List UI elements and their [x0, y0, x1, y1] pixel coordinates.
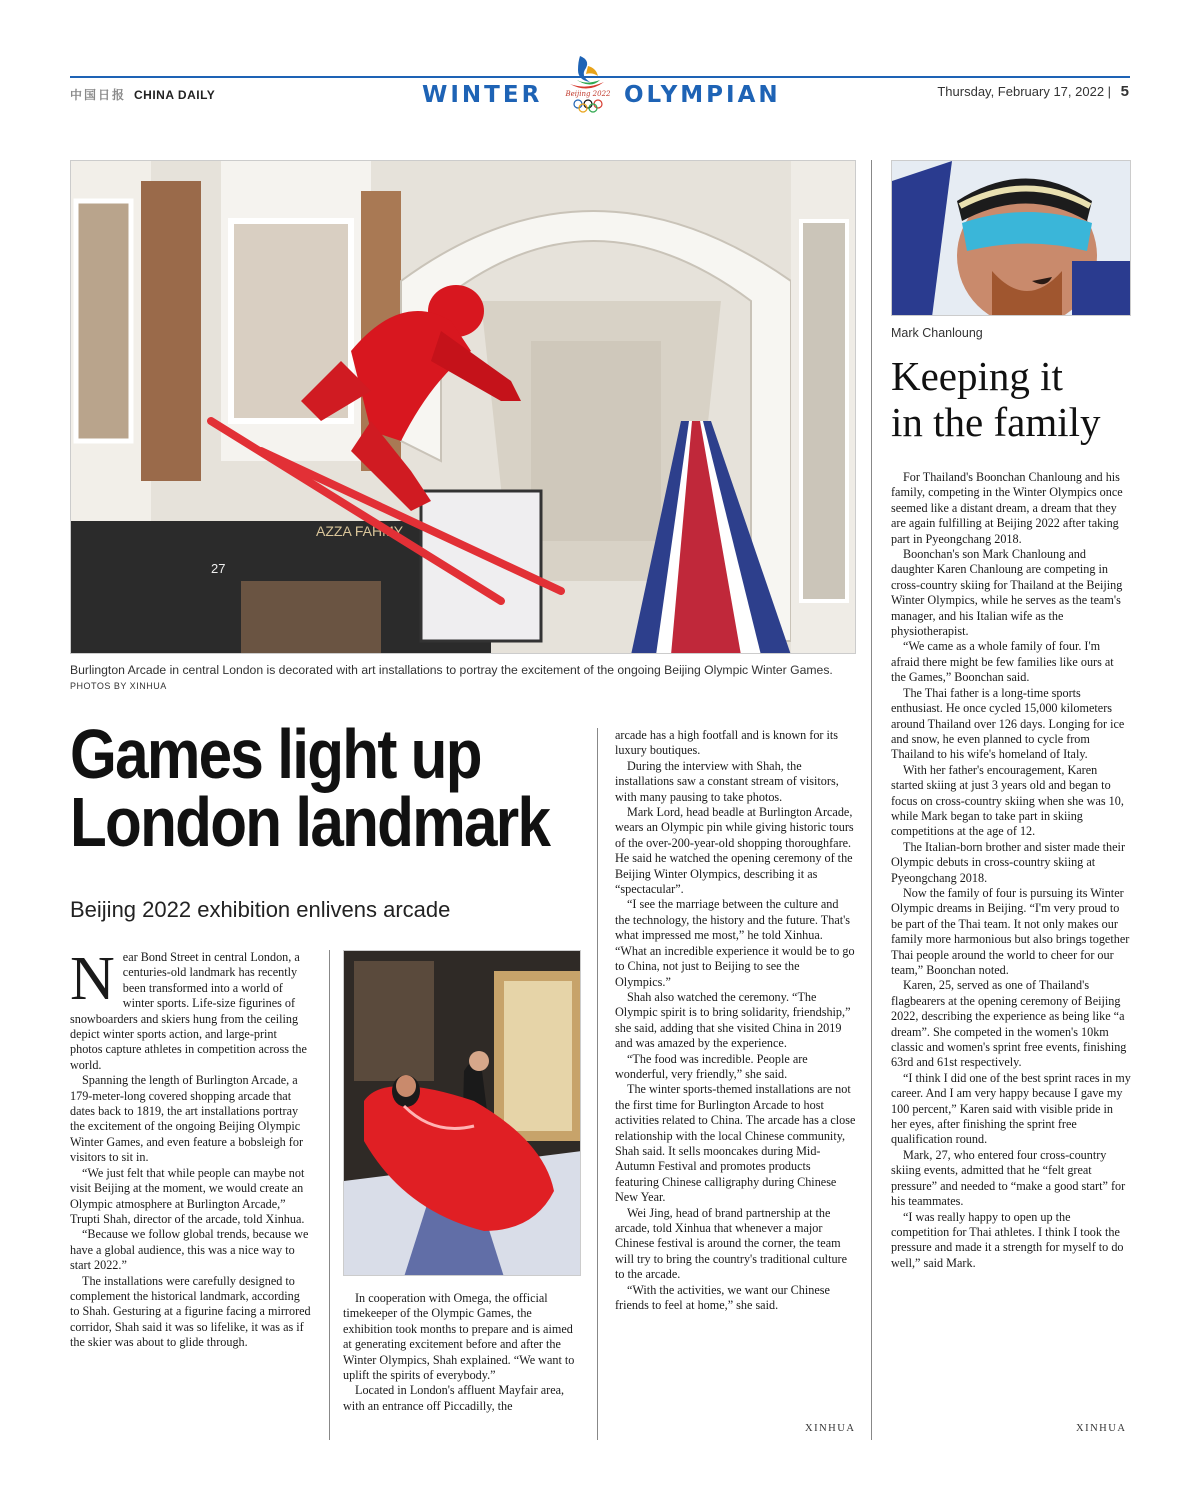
paragraph-text: ear Bond Street in central London, a centuries-old landmark has recently been transformed into a world of winter sports. Life-size figurines of snowboarders and skiers hung from the ceiling depict winter sports action, and large-print photos capture athletes in competition across the world. [70, 950, 307, 1072]
paragraph: For Thailand's Boonchan Chanloung and his family, competing in the Winter Olympics once seemed like a distant dream, a dream that they are again fulfilling at Beijing 2022 after taking part in Pyeongchang 2018. [891, 470, 1123, 546]
paragraph [70, 945, 312, 1073]
mark-chanloung-photo [891, 160, 1131, 316]
skier-portrait-illustration [892, 161, 1131, 316]
paragraph: arcade has a high footfall and is known for its luxury boutiques. [615, 728, 839, 758]
paper-name-chinese: 中国日报 [70, 88, 127, 102]
headline-line-2: London landmark [70, 783, 550, 861]
paragraph: “With the activities, we want our Chinese friends to feel at home,” she said. [615, 1282, 830, 1313]
beijing-2022-emblem-icon [558, 52, 618, 114]
paper-name-english: CHINA DAILY [134, 88, 216, 102]
main-story-column-2 [343, 1291, 581, 1414]
paragraph: Shah also watched the ceremony. “The Olympic spirit is to bring solidarity, friendship,” she said, adding that she visited China in 2019 and was amazed by the experience. [615, 989, 851, 1051]
column-rule [871, 160, 872, 1440]
paragraph: “Because we follow global trends, because we have a global audience, this was a nice way to start 2022.” [70, 1227, 309, 1273]
paragraph: In cooperation with Omega, the official timekeeper of the Olympic Games, the exhibition took months to prepare and is aimed at generating excitement before and after the Winter Olympics, Shah explained. “We want to uplift the spirits of everybody.” [343, 1291, 575, 1383]
paragraph: With her father's encouragement, Karen started skiing at just 3 years old and began to focus on cross-country skiing when she was 10, while Mark began to take part in skiing competitions at the age of 12. [891, 762, 1124, 839]
main-headline [70, 715, 550, 861]
bobsleigh-illustration [344, 951, 581, 1276]
emblem-text: Beijing 2022 [565, 90, 611, 98]
main-photo-caption [70, 663, 856, 694]
side-story-byline: XINHUA [1076, 1423, 1127, 1434]
arcade-skier-illustration [71, 161, 856, 654]
main-story-column-1 [70, 945, 312, 1351]
paragraph: Karen, 25, served as one of Thailand's flagbearers at the opening ceremony of Beijing 2022, describing the experience as being like “a dream”. She competed in the women's 10km classic and women's sprint free events, finishing 63rd and 61st respectively. [891, 978, 1127, 1070]
paragraph: “I was really happy to open up the competition for Thai athletes. I think I took the pressure and made it a strength for myself to do well,” said Mark. [891, 1209, 1124, 1270]
main-story-column-3 [615, 728, 856, 1313]
side-headline-line-2: in the family [891, 399, 1101, 445]
side-headline-line-1: Keeping it [891, 353, 1063, 399]
main-subhead: Beijing 2022 exhibition enlivens arcade [70, 897, 451, 922]
arcade-skier-photo [70, 160, 856, 654]
paragraph: “We just felt that while people can maybe not visit Beijing at the moment, we would create an Olympic atmosphere at Burlington Arcade,” Trupti Shah, director of the arcade, told Xinhua. [70, 1165, 305, 1226]
paragraph: Located in London's affluent Mayfair area, with an entrance off Piccadilly, the [343, 1383, 565, 1413]
paragraph: Boonchan's son Mark Chanloung and daughter Karen Chanloung are competing in cross-country skiing for Thailand at the Beijing Winter Olympics, while he serves as the team's manager, and his Italian wife as the physiotherapist. [891, 547, 1123, 639]
headline-line-1: Games light up [70, 715, 481, 793]
paragraph: “I think I did one of the best sprint races in my career. And I am very happy because I gave my 100 percent,” Karen said with visible pride in her eyes, after finishing the sprint free qualification round. [891, 1070, 1131, 1147]
paragraph: Now the family of four is pursuing its Winter Olympic dreams in Beijing. “I'm very proud to be part of the Thai team. It not only makes our family more harmonious but also brings together Thai people around the world to cheer for our team,” Boonchan noted. [891, 885, 1130, 977]
paragraph: “The food was incredible. People are wonderful, very friendly,” she said. [615, 1051, 808, 1081]
date-and-page: Thursday, February 17, 2022 | 5 [937, 83, 1129, 100]
column-rule [329, 950, 330, 1440]
paragraph: The Italian-born brother and sister made their Olympic debuts in cross-country skiing at Pyeongchang 2018. [891, 839, 1125, 885]
paragraph: During the interview with Shah, the installations saw a constant stream of visitors, with many pausing to take photos. [615, 758, 839, 804]
paragraph: The winter sports-themed installations are not the first time for Burlington Arcade to host activities related to China. The arcade has a close relationship with the local Chinese community, Shah said. It sells mooncakes during Mid-Autumn Festival and promotes products featuring Chinese calligraphy during Chinese New Year. [615, 1082, 856, 1205]
issue-date: Thursday, February 17, 2022 [937, 84, 1105, 99]
shop-number: 27 [211, 561, 226, 576]
paragraph: The Thai father is a long-time sports enthusiast. He once cycled 15,000 kilometers around Thailand over 126 days. Longing for ice and snow, he even planned to cycle from Thailand to his wife's homeland of Italy. [891, 685, 1125, 762]
paragraph: Spanning the length of Burlington Arcade, a 179-meter-long covered shopping arcade that dates back to 1819, the art installations portray the excitement of the ongoing Beijing Olympic Winter Games, and even feature a bobsleigh for visitors to sit in. [70, 1073, 304, 1165]
paragraph: Mark Lord, head beadle at Burlington Arcade, wears an Olympic pin while giving historic tours of the over-200-year-old shopping thoroughfare. He said he watched the opening ceremony of the Beijing Winter Olympics, describing it as “spectacular”. [615, 805, 854, 897]
paper-name [70, 86, 215, 103]
main-caption-text: Burlington Arcade in central London is decorated with art installations to portray the excitement of the ongoing Beijing Olympic Winter Games. [70, 663, 833, 677]
side-headline [891, 353, 1131, 445]
page-number: 5 [1120, 83, 1129, 100]
side-story-column [891, 470, 1131, 1271]
column-rule [597, 728, 598, 1440]
paragraph: The installations were carefully designed to complement the historical landmark, according to Shah. Gesturing at a figurine facing a mirrored corridor, Shah said it was so lifelike, it was as if the skier was about to glide through. [70, 1273, 311, 1350]
paragraph: “We came as a whole family of four. I'm afraid there might be few families like ours at the Games,” Boonchan said. [891, 639, 1114, 685]
paragraph: “I see the marriage between the culture and the technology, the history and the future. That's what impressed me most,” he told Xinhua. “What an incredible experience it would be to go to China, not just to Beijing to see the Olympics.” [615, 897, 855, 989]
bobsleigh-photo [343, 950, 581, 1276]
paragraph: Wei Jing, head of brand partnership at the arcade, told Xinhua that whenever a major Chinese festival is around the corner, the team will try to bring the country's traditional culture to the arcade. [615, 1205, 848, 1282]
drop-cap: N [70, 945, 115, 1013]
main-story-byline: XINHUA [805, 1423, 856, 1434]
section-title-right: OLYMPIAN [624, 82, 781, 108]
paragraph: Mark, 27, who entered four cross-country skiing events, admitted that he “felt great pressure” and needed to “make a good start” for his teammates. [891, 1147, 1126, 1209]
section-title-left: WINTER [422, 82, 543, 108]
storefront-sign: AZZA FAHMY [316, 523, 404, 539]
photo-credit: PHOTOS BY XINHUA [70, 681, 167, 691]
side-photo-caption: Mark Chanloung [891, 326, 983, 340]
